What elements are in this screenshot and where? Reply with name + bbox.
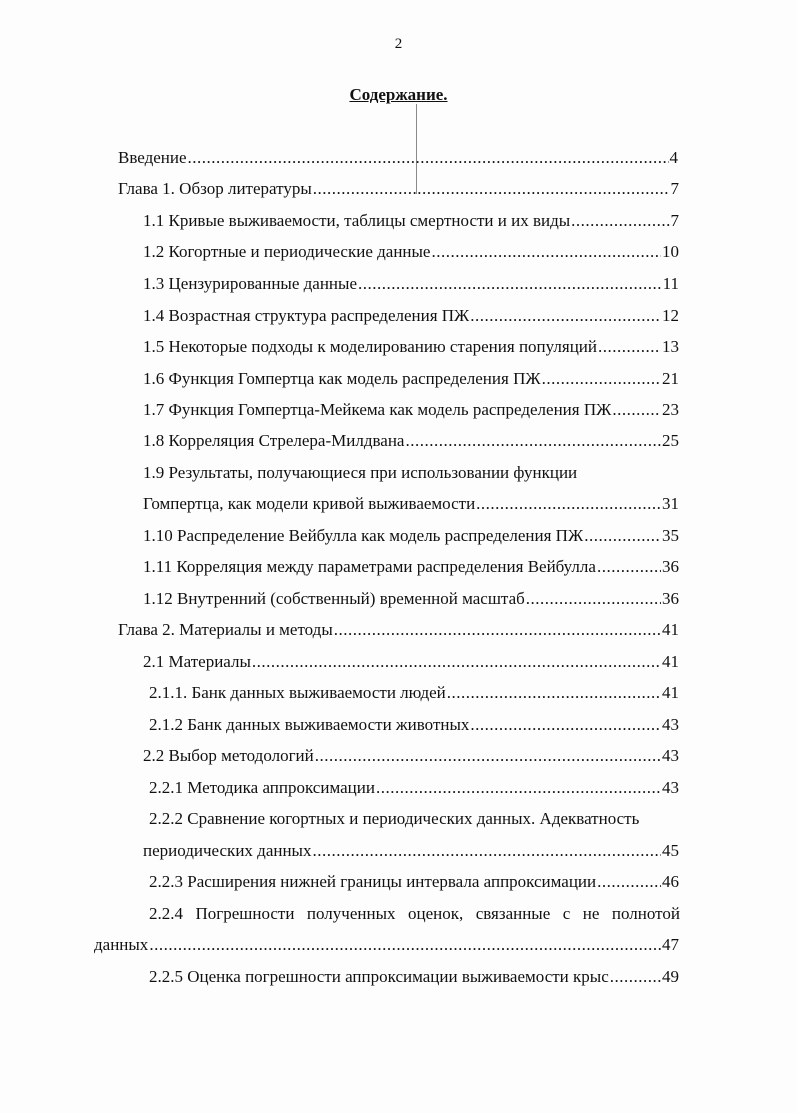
dot-leader [597, 556, 661, 578]
toc-entry-1-5 [143, 336, 679, 358]
toc-label: 1.8 Корреляция Стрелера-Милдвана [143, 431, 405, 450]
toc-page-number: 36 [662, 589, 679, 608]
toc-page-number: 43 [662, 746, 679, 765]
toc-page-number: 11 [662, 274, 679, 293]
toc-entry-2-2-4-line-1 [149, 903, 680, 925]
dot-leader [476, 493, 661, 515]
toc-label: Глава 1. Обзор литературы [118, 179, 312, 198]
dot-leader [405, 430, 661, 452]
dot-leader [431, 241, 661, 263]
toc-word: 2.2.4 [149, 904, 183, 923]
toc-page-number: 43 [662, 715, 679, 734]
toc-entry-2-2-5 [149, 966, 679, 988]
toc-entry-1-9-line-1: 1.9 Результаты, получающиеся при использовании функции [143, 463, 578, 482]
toc-page-number: 4 [669, 148, 678, 167]
toc-label: 1.10 Распределение Вейбулла как модель распределения ПЖ [143, 526, 584, 545]
toc-page-number: 41 [662, 652, 679, 671]
dot-leader [149, 934, 661, 956]
toc-word: оценок, [407, 904, 464, 923]
toc-label: 2.1 Материалы [143, 652, 251, 671]
toc-entry-1-10 [143, 525, 679, 547]
toc-entry-2-2-2-line-1: 2.2.2 Сравнение когортных и периодических данных. Адекватность [149, 809, 640, 828]
toc-entry-1-6 [143, 368, 679, 390]
toc-label: Гомпертца, как модели кривой выживаемости [143, 494, 476, 513]
dot-leader [470, 714, 661, 736]
toc-entry-2-1-1 [149, 682, 679, 704]
toc-label: Введение [118, 148, 187, 167]
toc-entry-introduction [118, 147, 678, 169]
toc-page-number: 41 [662, 620, 679, 639]
toc-page-number: 31 [662, 494, 679, 513]
toc-page-number: 49 [662, 967, 679, 986]
toc-entry-2-1-2 [149, 714, 679, 736]
toc-entry-chapter-2 [118, 619, 679, 641]
toc-word: Погрешности [195, 904, 295, 923]
dot-leader [610, 966, 661, 988]
dot-leader [447, 682, 661, 704]
toc-entry-1-12 [143, 588, 679, 610]
toc-entry-1-1 [143, 210, 679, 232]
toc-page-number: 41 [662, 683, 679, 702]
toc-page-number: 21 [662, 369, 679, 388]
toc-entry-2-1 [143, 651, 679, 673]
dot-leader [315, 745, 661, 767]
toc-entry-1-9 [143, 493, 679, 515]
toc-page-number: 35 [662, 526, 679, 545]
toc-label: 1.4 Возрастная структура распределения ПЖ [143, 306, 470, 325]
toc-label: 2.2 Выбор методологий [143, 746, 314, 765]
dot-leader [542, 368, 661, 390]
toc-entry-2-2-1 [149, 777, 679, 799]
dot-leader [597, 871, 661, 893]
toc-page-number: 45 [662, 841, 679, 860]
toc-word: полнотой [611, 904, 680, 923]
toc-entry-1-7 [143, 399, 679, 421]
toc-label: 1.6 Функция Гомпертца как модель распределения ПЖ [143, 369, 541, 388]
toc-entry-1-3 [143, 273, 679, 295]
toc-entry-2-2 [143, 745, 679, 767]
toc-label: периодических данных [143, 841, 312, 860]
toc-page-number: 36 [662, 557, 679, 576]
toc-label: 1.12 Внутренний (собственный) временной масштаб [143, 589, 525, 608]
dot-leader [526, 588, 661, 610]
toc-page-number: 25 [662, 431, 679, 450]
toc-page-number: 46 [662, 872, 679, 891]
toc-entry-2-2-4 [94, 934, 679, 956]
toc-label: 2.2.1 Методика аппроксимации [149, 778, 375, 797]
dot-leader [312, 840, 661, 862]
dot-leader [313, 178, 670, 200]
toc-page-number: 10 [662, 242, 679, 261]
toc-label: 2.2.3 Расширения нижней границы интервала аппроксимации [149, 872, 597, 891]
toc-page-number: 47 [662, 935, 679, 954]
dot-leader [470, 305, 661, 327]
toc-label: данных [94, 935, 149, 954]
toc-label: 1.5 Некоторые подходы к моделированию старения популяций [143, 337, 597, 356]
toc-entry-1-2 [143, 241, 679, 263]
dot-leader [584, 525, 661, 547]
toc-page-number: 43 [662, 778, 679, 797]
toc-label: 2.2.5 Оценка погрешности аппроксимации выживаемости крыс [149, 967, 609, 986]
toc-page-number: 7 [670, 211, 679, 230]
toc-label: 1.2 Когортные и периодические данные [143, 242, 431, 261]
toc-label: 2.1.1. Банк данных выживаемости людей [149, 683, 446, 702]
toc-label: 1.3 Цензурированные данные [143, 274, 357, 293]
toc-entry-2-2-2 [143, 840, 679, 862]
toc-label: 1.11 Корреляция между параметрами распределения Вейбулла [143, 557, 596, 576]
toc-label: Глава 2. Материалы и методы [118, 620, 333, 639]
toc-page-number: 13 [662, 337, 679, 356]
toc-entry-2-2-3 [149, 871, 679, 893]
toc-word: полученных [306, 904, 396, 923]
page-title: Содержание. [349, 85, 448, 104]
dot-leader [598, 336, 661, 358]
toc-word: связанные [475, 904, 551, 923]
toc-entry-chapter-1 [118, 178, 679, 200]
dot-leader [334, 619, 661, 641]
page-number: 2 [394, 36, 403, 52]
toc-label: 2.1.2 Банк данных выживаемости животных [149, 715, 470, 734]
toc-entry-1-8 [143, 430, 679, 452]
dot-leader [612, 399, 661, 421]
toc-word: не [582, 904, 600, 923]
dot-leader [188, 147, 669, 169]
toc-page-number: 7 [670, 179, 679, 198]
toc-word: с [562, 904, 571, 923]
toc-page-number: 23 [662, 400, 679, 419]
toc-label: 1.7 Функция Гомпертца-Мейкема как модель распределения ПЖ [143, 400, 612, 419]
toc-entry-1-11 [143, 556, 679, 578]
toc-entry-1-4 [143, 305, 679, 327]
toc-label: 1.1 Кривые выживаемости, таблицы смертности и их виды [143, 211, 571, 230]
dot-leader [358, 273, 662, 295]
toc-page-number: 12 [662, 306, 679, 325]
dot-leader [376, 777, 661, 799]
dot-leader [252, 651, 661, 673]
dot-leader [571, 210, 669, 232]
